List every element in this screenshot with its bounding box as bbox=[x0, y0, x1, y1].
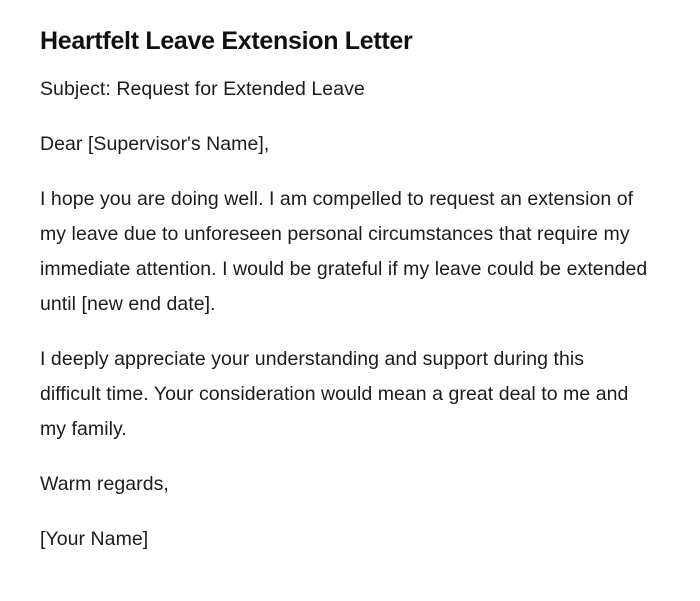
letter-subject: Subject: Request for Extended Leave bbox=[40, 78, 365, 100]
letter-title: Heartfelt Leave Extension Letter bbox=[40, 27, 413, 55]
letter-body-paragraph: I hope you are doing well. I am compelled to request an extension of my leave due to unforeseen personal circumstances that require my immediate attention. I would be grateful if my leave could be extended until [new end date]. bbox=[40, 188, 648, 315]
letter-closing: Warm regards, bbox=[40, 473, 169, 495]
letter-body-paragraph: I deeply appreciate your understanding and support during this difficult time. Your consideration would mean a great deal to me and my family. bbox=[40, 348, 629, 440]
letter-salutation: Dear [Supervisor's Name], bbox=[40, 133, 270, 155]
letter bbox=[40, 24, 650, 577]
letter-signature: [Your Name] bbox=[40, 528, 149, 550]
